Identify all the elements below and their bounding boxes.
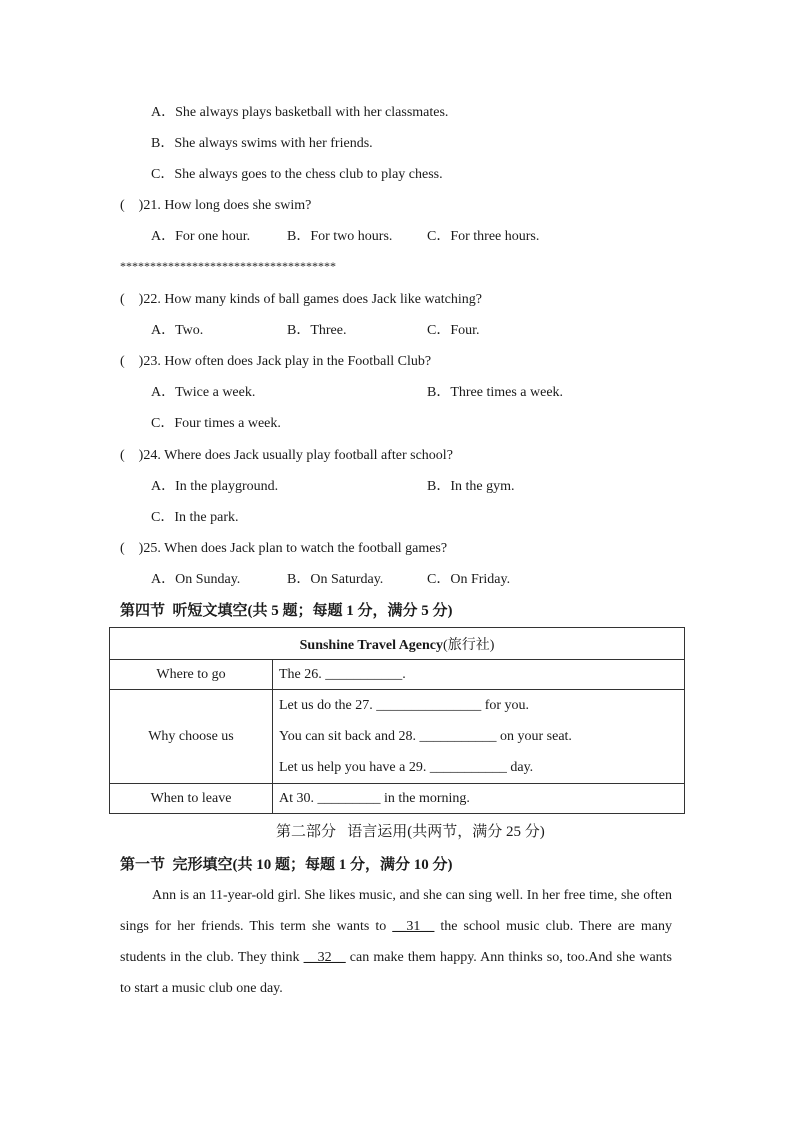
q21-option-c: C．For three hours. <box>427 229 540 244</box>
q25-stem: ( )25. When does Jack plan to watch the football games? <box>120 541 448 556</box>
blank-28-line: You can sit back and 28. ___________ on your seat. <box>279 729 572 744</box>
q24-stem: ( )24. Where does Jack usually play football after school? <box>120 448 453 463</box>
q23-option-b: B．Three times a week. <box>427 385 564 400</box>
when-to-leave-label: When to leave <box>110 784 273 814</box>
q23-option-c: C．Four times a week. <box>151 416 281 431</box>
table-title-cn: (旅行社) <box>443 637 495 653</box>
q23-stem: ( )23. How often does Jack play in the Football Club? <box>120 354 432 369</box>
why-choose-us-label: Why choose us <box>110 690 273 784</box>
q21-option-a: A．For one hour. <box>151 229 251 244</box>
q22-option-a: A．Two. <box>151 323 204 338</box>
q20-option-a: A．She always plays basketball with her classmates. <box>151 105 449 120</box>
q24-option-b: B．In the gym. <box>427 479 515 494</box>
q22-option-b: B．Three. <box>287 323 347 338</box>
part2-title: 第二部分 语言运用(共两节，满分 25 分) <box>276 824 545 840</box>
blank-31: __31__ <box>392 919 435 934</box>
why-choose-us-cell <box>273 690 685 784</box>
q25-option-b: B．On Saturday. <box>287 572 384 587</box>
q22-option-c: C．Four. <box>427 323 480 338</box>
section4-title: 第四节 听短文填空(共 5 题；每题 1 分，满分 5 分) <box>120 603 453 619</box>
q24-option-a: A．In the playground. <box>151 479 279 494</box>
q21-option-b: B．For two hours. <box>287 229 393 244</box>
passage-part-3: can make them happy. Ann thinks so, too.And she wants to start a music club one day. <box>120 950 672 996</box>
where-to-go-cell: The 26. ___________. <box>273 660 685 690</box>
q24-option-c: C．In the park. <box>151 510 239 525</box>
table-title <box>110 628 685 660</box>
blank-29-line: Let us help you have a 29. ___________ day. <box>279 760 534 775</box>
q22-stem: ( )22. How many kinds of ball games does Jack like watching? <box>120 292 482 307</box>
blank-32: __32__ <box>303 950 346 965</box>
q20-option-c: C．She always goes to the chess club to play chess. <box>151 167 443 182</box>
q20-option-b: B．She always swims with her friends. <box>151 136 373 151</box>
section1-title: 第一节 完形填空(共 10 题；每题 1 分，满分 10 分) <box>120 857 453 873</box>
separator-stars: ************************************ <box>120 259 336 273</box>
table-title-en: Sunshine Travel Agency <box>299 637 444 653</box>
q25-option-a: A．On Sunday. <box>151 572 241 587</box>
where-to-go-label: Where to go <box>110 660 273 690</box>
q21-stem: ( )21. How long does she swim? <box>120 198 312 213</box>
cloze-passage <box>120 880 672 1004</box>
when-to-leave-cell: At 30. _________ in the morning. <box>273 784 685 814</box>
blank-27-line: Let us do the 27. _______________ for you. <box>279 698 530 713</box>
travel-agency-table <box>109 627 685 814</box>
q25-option-c: C．On Friday. <box>427 572 511 587</box>
passage-part-1: Ann is an 11-year-old girl. She likes music, and she can sing well. In her free time, she often sings for her friends. This term she wants to <box>120 888 672 934</box>
passage-part-2: the school music club. There are many students in the club. They think <box>120 919 672 965</box>
q23-option-a: A．Twice a week. <box>151 385 256 400</box>
